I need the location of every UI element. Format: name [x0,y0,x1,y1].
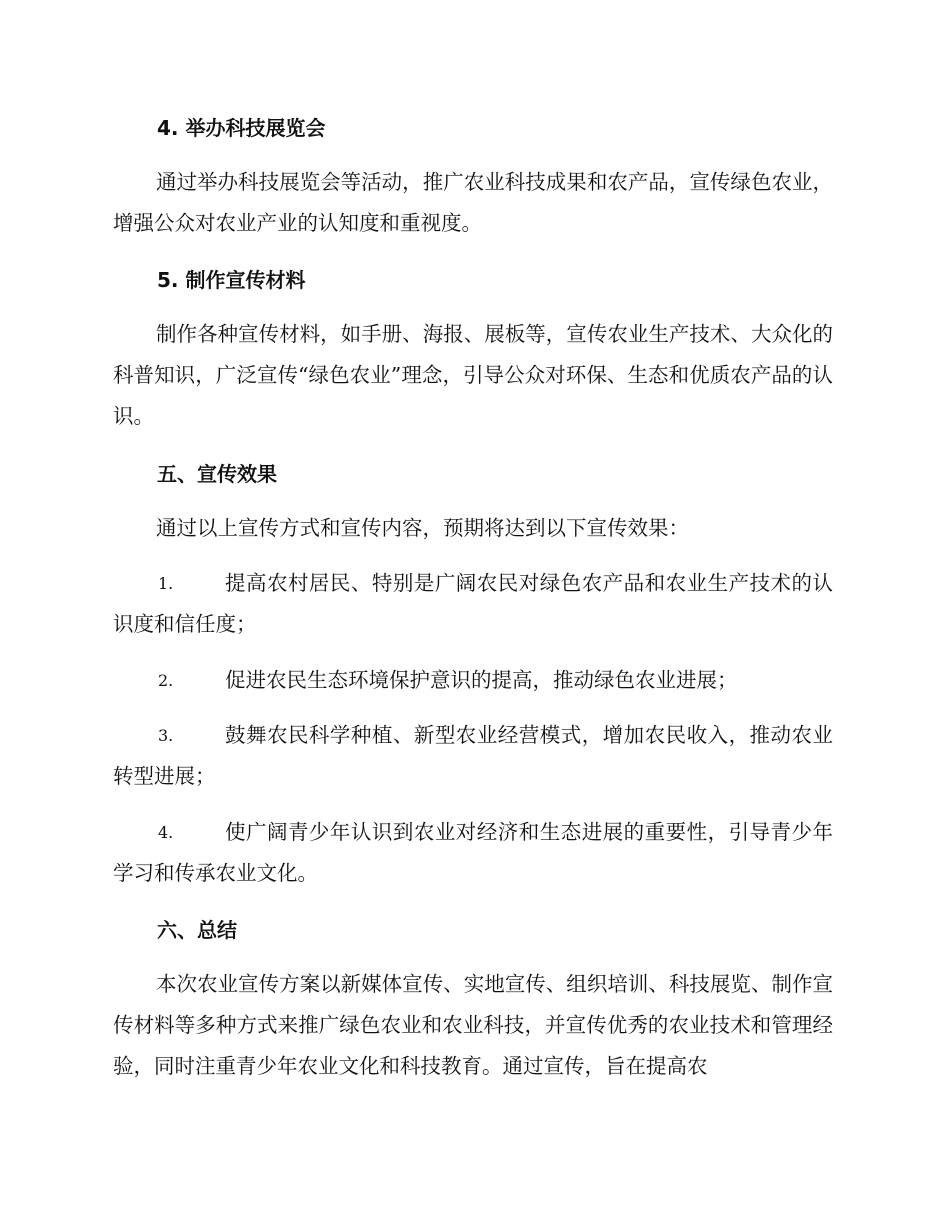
list-item-text: 使广阔青少年认识到农业对经济和生态进展的重要性，引导青少年学习和传承农业文化。 [113,820,833,885]
section-6-body: 本次农业宣传方案以新媒体宣传、实地宣传、组织培训、科技展览、制作宣传材料等多种方式来推广绿色农业和农业科技，并宣传优秀的农业技术和管理经验，同时注重青少年农业文化和科技教育。通过宣传，旨在提高农 [113,972,833,1078]
list-item-text: 提高农村居民、特别是广阔农民对绿色农产品和农业生产技术的认识度和信任度； [113,571,833,636]
section-6-heading: 六、总结 [157,918,237,942]
section-5-intro: 通过以上宣传方式和宣传内容，预期将达到以下宣传效果： [156,516,689,540]
list-item-number: 4. [158,823,174,842]
list-item-number: 2. [158,671,174,690]
list-item-number: 1. [158,574,174,593]
section-4-4-body: 通过举办科技展览会等活动，推广农业科技成果和农产品，宣传绿色农业，增强公众对农业产业的认知度和重视度。 [113,170,833,235]
list-item-number: 3. [158,726,174,745]
section-5-heading: 五、宣传效果 [157,462,277,486]
section-4-5-body: 制作各种宣传材料，如手册、海报、展板等，宣传农业生产技术、大众化的科普知识，广泛宣传“绿色农业”理念，引导公众对环保、生态和优质农产品的认识。 [113,322,833,428]
section-4-4-heading: 4. 举办科技展览会 [157,116,326,140]
list-item-text: 促进农民生态环境保护意识的提高，推动绿色农业进展； [225,668,738,692]
list-item-text: 鼓舞农民科学种植、新型农业经营模式，增加农民收入，推动农业转型进展； [113,723,833,788]
section-4-5-heading: 5. 制作宣传材料 [157,268,306,292]
